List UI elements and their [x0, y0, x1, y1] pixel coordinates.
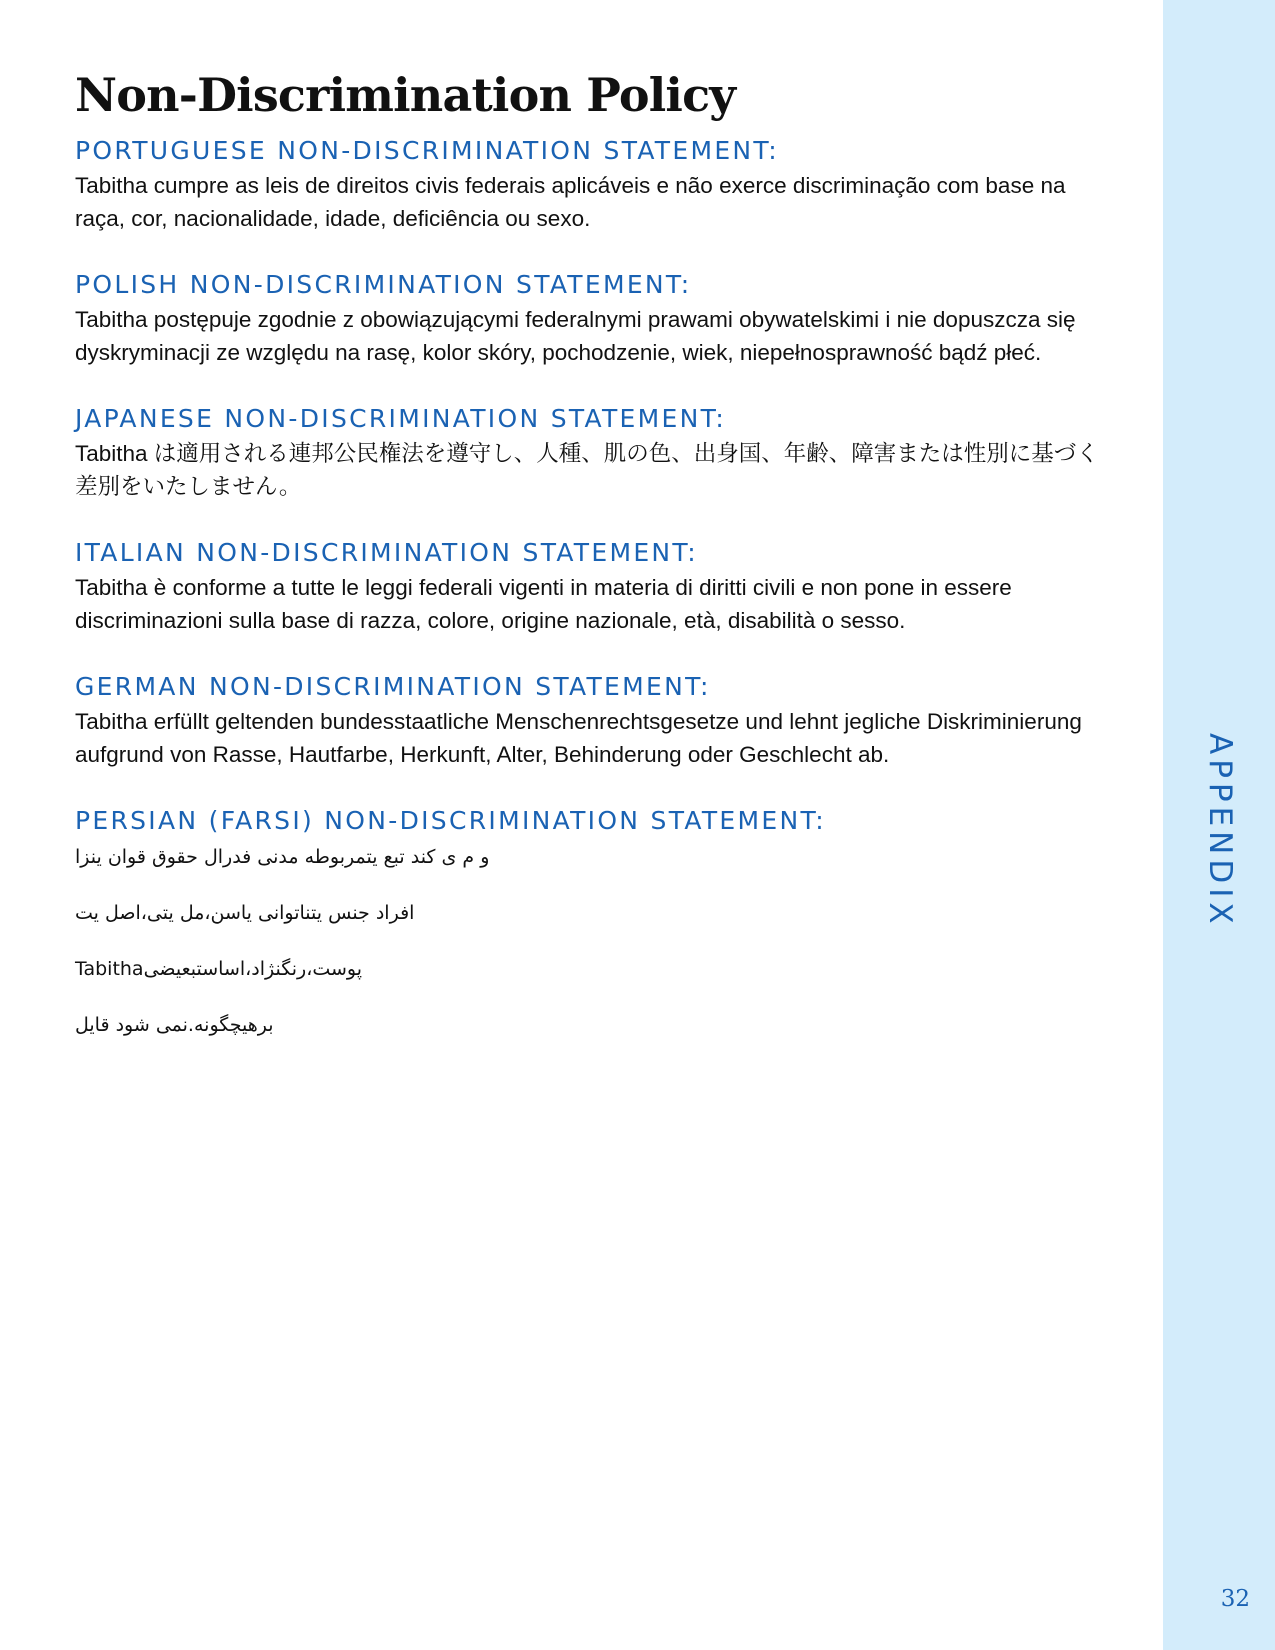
section-heading: PERSIAN (FARSI) NON-DISCRIMINATION STATEMENT: [75, 806, 826, 835]
section-german [75, 672, 1115, 771]
section-body: Tabitha は適用される連邦公民権法を遵守し、人種、肌の色、出身国、年齢、障害または性別に基づく差別をいたしません。 [75, 441, 1099, 499]
section-japanese [75, 404, 1115, 503]
section-heading: ITALIAN NON-DISCRIMINATION STATEMENT: [75, 538, 698, 567]
section-farsi [75, 806, 1115, 1068]
farsi-lines [75, 844, 1115, 1068]
sidebar-label: APPENDIX [1202, 733, 1238, 929]
page-number: 32 [1220, 1586, 1250, 1612]
section-body: Tabitha è conforme a tutte le leggi federali vigenti in materia di diritti civili e non pone in essere discriminazioni sulla base di razza, colore, origine nazionale, età, disabilità o sesso. [75, 575, 1012, 633]
section-body: Tabitha cumpre as leis de direitos civis federais aplicáveis e não exerce discriminação com base na raça, cor, nacionalidade, idade, deficiência ou sexo. [75, 173, 1066, 231]
page-content [75, 60, 1115, 1103]
section-heading: JAPANESE NON-DISCRIMINATION STATEMENT: [75, 404, 727, 433]
section-heading: POLISH NON-DISCRIMINATION STATEMENT: [75, 270, 692, 299]
farsi-line: پوست،رنگنژاد،اساستبعيضیTabitha [75, 958, 363, 980]
farsi-line: افراد جنس يتناتوانی ياسن،مل يتی،اصل يت [75, 902, 415, 924]
farsi-line: برهيچگونه.نمی شود قايل [75, 1014, 274, 1036]
section-polish [75, 270, 1115, 369]
section-body: Tabitha erfüllt geltenden bundesstaatliche Menschenrechtsgesetze und lehnt jegliche Diskriminierung aufgrund von Rasse, Hautfarbe, Herkunft, Alter, Behinderung oder Geschlecht ab. [75, 709, 1082, 767]
section-heading: PORTUGUESE NON-DISCRIMINATION STATEMENT: [75, 136, 779, 165]
page-title: Non-Discrimination Policy [75, 68, 736, 122]
section-body: Tabitha postępuje zgodnie z obowiązującymi federalnymi prawami obywatelskimi i nie dopuszcza się dyskryminacji ze względu na rasę, kolor skóry, pochodzenie, wiek, niepełnosprawność bądź płeć. [75, 307, 1076, 365]
section-heading: GERMAN NON-DISCRIMINATION STATEMENT: [75, 672, 711, 701]
farsi-line: و م ی کند تبع يتمربوطه مدنى فدرال حقوق قوان ينزا [75, 846, 490, 868]
section-italian [75, 538, 1115, 637]
section-portuguese [75, 136, 1115, 235]
